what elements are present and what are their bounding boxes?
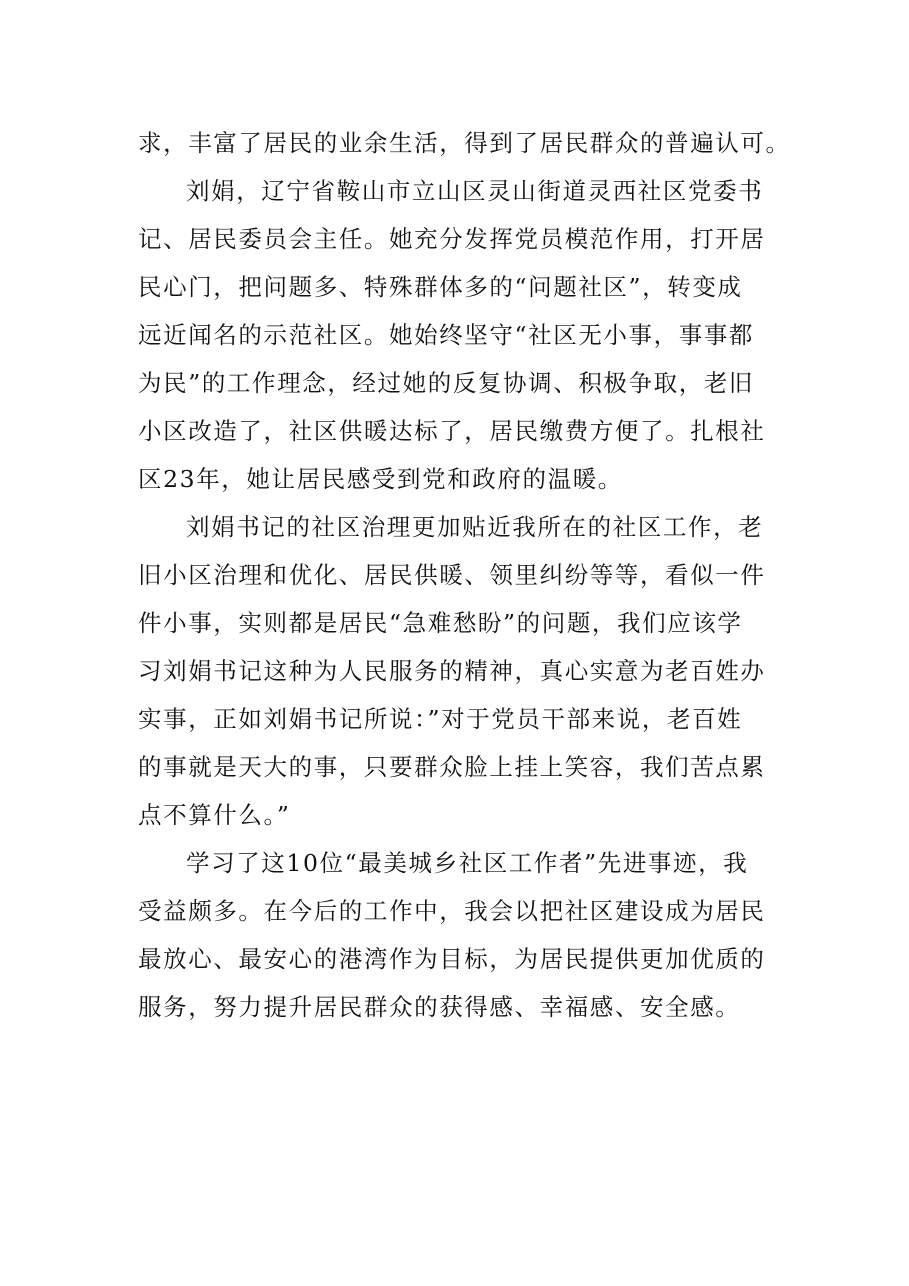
text-line: 受益颇多。在今后的工作中，我会以把社区建设成为居民: [138, 897, 766, 925]
text-line: 求，丰富了居民的业余生活，得到了居民群众的普遍认可。: [138, 129, 791, 157]
text-line: 旧小区治理和优化、居民供暖、领里纠纷等等，看似一件: [138, 561, 766, 589]
text-line: 小区改造了，社区供暖达标了，居民缴费方便了。扎根社: [138, 417, 766, 445]
text-line: 民心门，把问题多、特殊群体多的“问题社区”，转变成: [138, 273, 743, 301]
text-line: 件小事，实则都是居民“急难愁盼”的问题，我们应该学: [138, 609, 743, 637]
text-line: 记、居民委员会主任。她充分发挥党员模范作用，打开居: [138, 225, 766, 253]
text-line: 为民”的工作理念，经过她的反复协调、积极争取，老旧: [138, 369, 755, 397]
paragraph-start-line: 刘娟书记的社区治理更加贴近我所在的社区工作，老: [186, 513, 764, 541]
paragraph-start-line: 学习了这10位“最美城乡社区工作者”先进事迹，我: [186, 849, 749, 877]
text-line: 点不算什么。”: [138, 801, 291, 829]
paragraph-start-line: 刘娟，辽宁省鞍山市立山区灵山街道灵西社区党委书: [186, 177, 764, 205]
text-line: 最放心、最安心的港湾作为目标，为居民提供更加优质的: [138, 945, 766, 973]
text-line: 区23年，她让居民感受到党和政府的温暖。: [138, 465, 623, 493]
text-line: 习刘娟书记这种为人民服务的精神，真心实意为老百姓办: [138, 657, 766, 685]
text-line: 远近闻名的示范社区。她始终坚守“社区无小事，事事都: [138, 321, 755, 349]
text-line: 服务，努力提升居民群众的获得感、幸福感、安全感。: [138, 993, 741, 1021]
text-line: 的事就是天大的事，只要群众脸上挂上笑容，我们苦点累: [138, 753, 766, 781]
text-line: 实事，正如刘娟书记所说：”对于党员干部来说，老百姓: [138, 705, 743, 733]
